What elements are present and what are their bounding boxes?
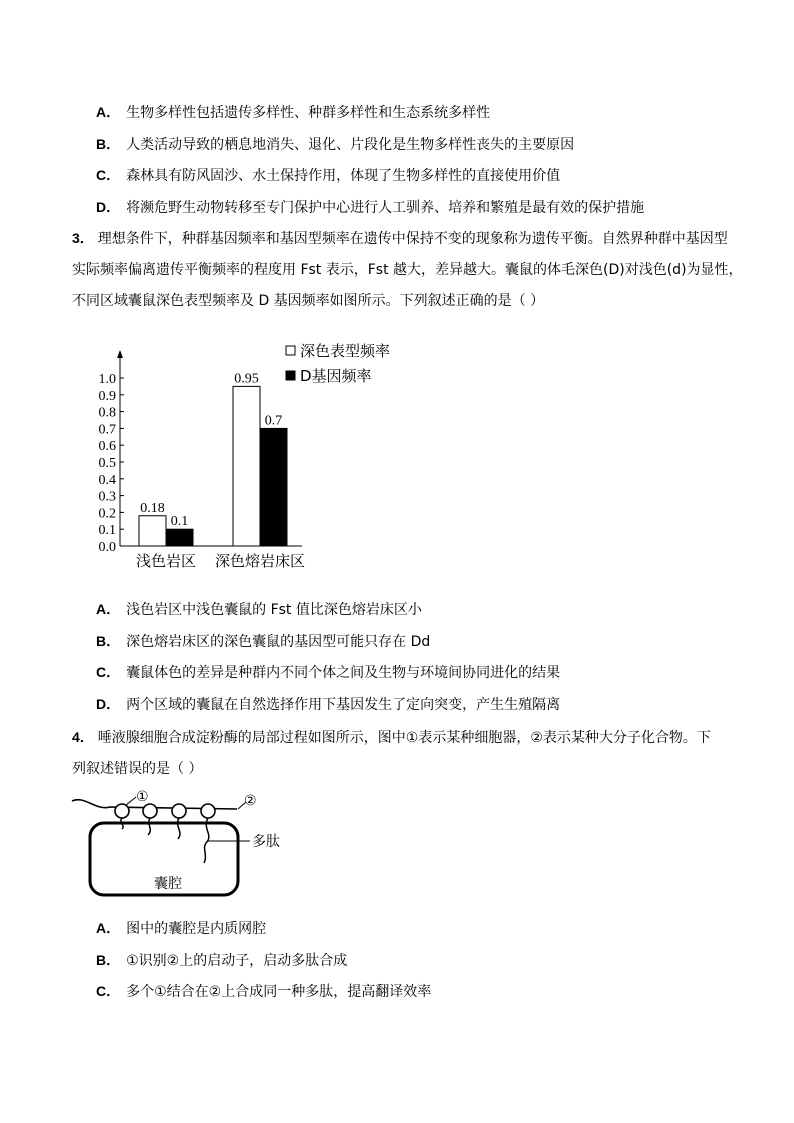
option-letter: C． <box>96 983 121 999</box>
option-letter: A． <box>96 601 121 617</box>
q3-stem-line-2: 实际频率偏离遗传平衡频率的程度用 Fst 表示，Fst 越大，差异越大。囊鼠的体毛深色(D)对浅色(d)为显性， <box>72 262 743 278</box>
y-tick-label: 1.0 <box>98 372 116 387</box>
option-text: 森林具有防风固沙、水土保持作用，体现了生物多样性的直接使用价值 <box>126 168 561 184</box>
option-text: 多个①结合在②上合成同一种多肽，提高翻译效率 <box>126 984 432 1000</box>
bar <box>233 386 260 546</box>
y-tick-label: 0.2 <box>98 506 116 522</box>
option-letter: C． <box>96 664 121 680</box>
q3-option-b <box>96 631 430 652</box>
q3-option-d <box>96 694 560 715</box>
y-tick-label: 0.0 <box>98 540 116 555</box>
q4-option-a <box>96 918 266 939</box>
option-letter: B． <box>96 952 121 968</box>
q2-option-b <box>96 134 574 155</box>
legend-label: 深色表型频率 <box>300 342 391 360</box>
option-letter: A． <box>96 920 121 936</box>
option-text: 两个区域的囊鼠在自然选择作用下基因发生了定向突变，产生生殖隔离 <box>126 697 561 713</box>
bar-chart <box>82 342 412 577</box>
option-letter: A． <box>96 104 121 120</box>
q3-stem-line-1 <box>72 228 728 249</box>
q3-stem-line-3: 不同区域囊鼠深色表型频率及 D 基因频率如图所示。下列叙述正确的是（ ） <box>72 293 545 309</box>
y-tick-label: 0.1 <box>98 523 116 539</box>
bar <box>139 516 166 546</box>
option-text: 囊鼠体色的差异是种群内不同个体之间及生物与环境间协同进化的结果 <box>126 665 561 681</box>
y-tick-label: 0.8 <box>98 405 116 421</box>
q4-stem-line-1 <box>72 727 711 748</box>
chart-svg <box>82 342 412 577</box>
data-label: 0.18 <box>140 500 165 516</box>
option-text: ①识别②上的启动子，启动多肽合成 <box>126 953 348 969</box>
q3-option-a <box>96 599 422 620</box>
y-tick-label: 0.9 <box>98 388 116 404</box>
q2-option-d <box>96 197 644 218</box>
option-letter: B． <box>96 633 121 649</box>
option-letter: B． <box>96 136 121 152</box>
option-text: 将濒危野生动物转移至专门保护中心进行人工驯养、培养和繁殖是最有效的保护措施 <box>126 200 645 216</box>
y-tick-label: 0.4 <box>98 472 116 488</box>
stem-text: 理想条件下，种群基因频率和基因型频率在遗传中保持不变的现象称为遗传平衡。自然界种群中基因型 <box>97 231 728 247</box>
ribosome <box>143 804 157 818</box>
data-label: 0.1 <box>170 514 189 530</box>
legend-swatch <box>286 346 295 355</box>
category-label: 深色熔岩床区 <box>214 552 306 570</box>
bar <box>166 529 193 546</box>
category-label: 浅色岩区 <box>135 552 197 570</box>
option-text: 浅色岩区中浅色囊鼠的 Fst 值比深色熔岩床区小 <box>126 602 422 618</box>
ribosome <box>201 804 215 818</box>
question-number: 3． <box>72 230 94 246</box>
label-polypeptide: 多肽 <box>252 834 280 850</box>
stem-text: 唾液腺细胞合成淀粉酶的局部过程如图所示，图中①表示某种细胞器，②表示某种大分子化合物。下 <box>97 730 711 746</box>
data-label: 0.7 <box>264 413 283 429</box>
q4-stem-line-2: 列叙述错误的是（ ） <box>72 761 203 777</box>
option-letter: D． <box>96 199 121 215</box>
q2-option-c <box>96 165 560 186</box>
label-lumen: 囊腔 <box>154 876 182 892</box>
y-tick-label: 0.3 <box>98 489 116 505</box>
option-letter: D． <box>96 696 121 712</box>
option-text: 生物多样性包括遗传多样性、种群多样性和生态系统多样性 <box>126 105 491 121</box>
question-number: 4． <box>72 729 94 745</box>
ribosome <box>172 804 186 818</box>
option-text: 人类活动导致的栖息地消失、退化、片段化是生物多样性丧失的主要原因 <box>126 137 575 153</box>
y-axis-arrow <box>117 350 123 358</box>
label-organelle: ① <box>136 789 149 805</box>
polypeptide <box>178 818 180 839</box>
q4-option-b <box>96 950 347 971</box>
ribosome <box>115 804 129 818</box>
leader-line-1 <box>126 797 136 805</box>
label-macromolecule: ② <box>244 793 257 809</box>
q4-option-c <box>96 981 431 1002</box>
bar <box>260 428 287 546</box>
legend-swatch <box>286 371 295 380</box>
option-text: 图中的囊腔是内质网腔 <box>126 921 267 937</box>
ribosome-diagram <box>62 785 302 910</box>
q3-option-c <box>96 662 560 683</box>
diagram-svg <box>62 785 302 910</box>
y-tick-label: 0.6 <box>98 439 116 455</box>
legend-label: D基因频率 <box>300 367 372 385</box>
polypeptide <box>148 818 150 835</box>
data-label: 0.95 <box>234 371 259 387</box>
y-tick-label: 0.5 <box>98 456 116 471</box>
y-tick-label: 0.7 <box>98 422 116 438</box>
option-text: 深色熔岩床区的深色囊鼠的基因型可能只存在 Dd <box>126 634 431 650</box>
option-letter: C． <box>96 167 121 183</box>
q2-option-a <box>96 102 490 123</box>
